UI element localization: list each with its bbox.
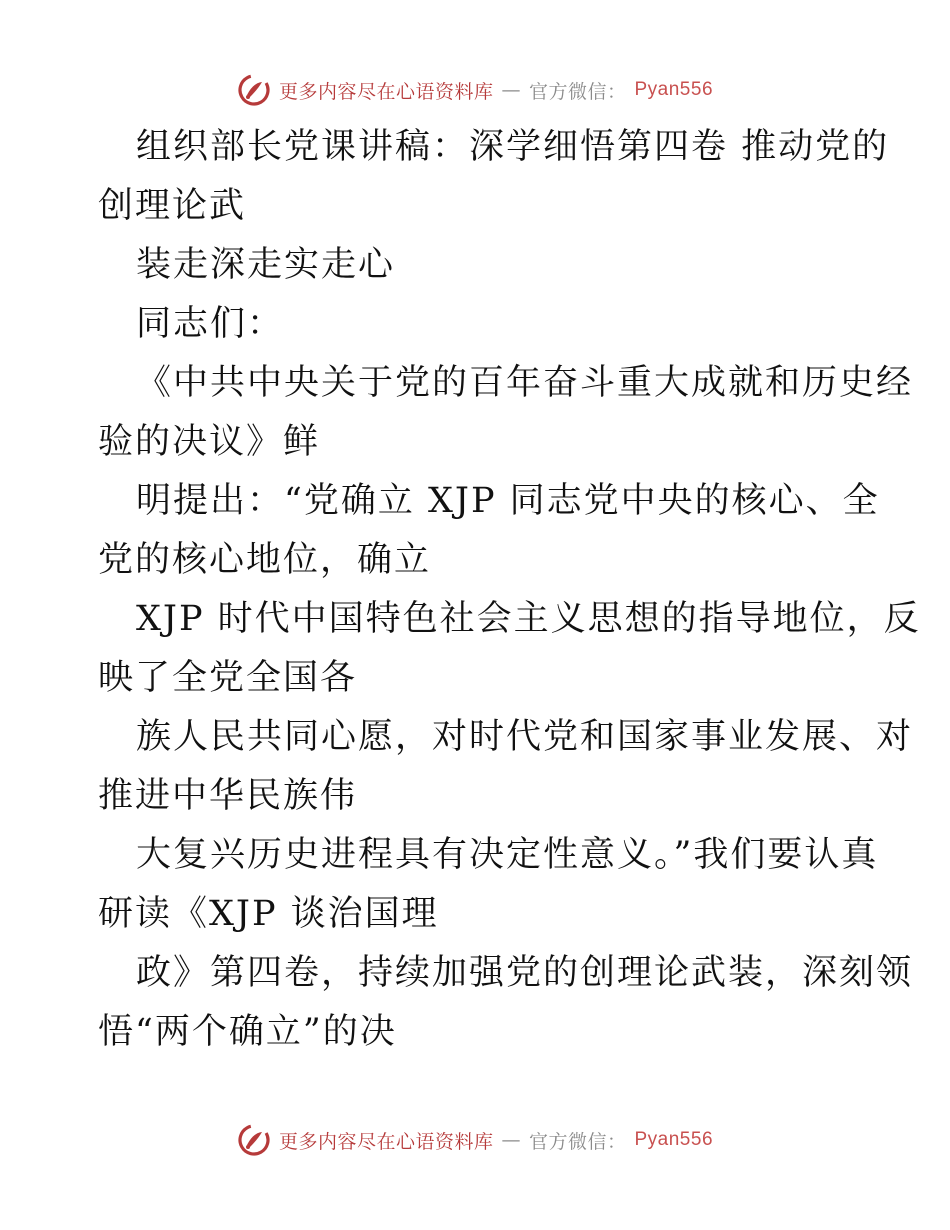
header-watermark [0,70,950,110]
title-line-2: 创理论武 [98,186,247,226]
paragraph-line: 族人民共同心愿，对时代党和国家事业发展、对 [136,717,914,757]
ink-brush-logo-icon [237,1123,271,1157]
paragraph-line: 党的核心地位，确立 [98,540,432,580]
title-line-3: 装走深走实走心 [136,245,396,285]
watermark-wechat-id: Pyan556 [634,1129,714,1150]
paragraph-line: 研读《XJP 谈治国理 [98,894,439,934]
paragraph-line: 验的决议》鲜 [98,422,321,462]
paragraph-line: 《中共中央关于党的百年奋斗重大成就和历史经 [136,363,914,403]
watermark-wechat-id: Pyan556 [634,79,714,100]
watermark-brand-text: 更多内容尽在心语资料库 [278,1130,494,1153]
salutation-line: 同志们： [136,304,285,344]
watermark-separator: — [501,79,521,101]
ink-brush-logo-icon [237,73,271,107]
watermark-wechat-label: 官方微信： [528,80,627,103]
paragraph-line: 推进中华民族伟 [98,776,358,816]
paragraph-line: 大复兴历史进程具有决定性意义。”我们要认真 [136,835,879,875]
paragraph-line: 政》第四卷，持续加强党的创理论武装，深刻领 [136,953,914,993]
watermark-separator: — [501,1129,521,1151]
paragraph-line: 映了全党全国各 [98,658,358,698]
watermark-brand-text: 更多内容尽在心语资料库 [278,80,494,103]
footer-watermark [0,1120,950,1160]
paragraph-line: 悟“两个确立”的决 [98,1012,397,1052]
watermark-wechat-label: 官方微信： [528,1130,627,1153]
title-line-1: 组织部长党课讲稿：深学细悟第四卷 推动党的 [136,127,890,167]
document-body [98,118,921,1062]
paragraph-line: 明提出：“党确立 XJP 同志党中央的核心、全 [136,481,880,521]
paragraph-line: XJP 时代中国特色社会主义思想的指导地位，反 [136,599,921,639]
